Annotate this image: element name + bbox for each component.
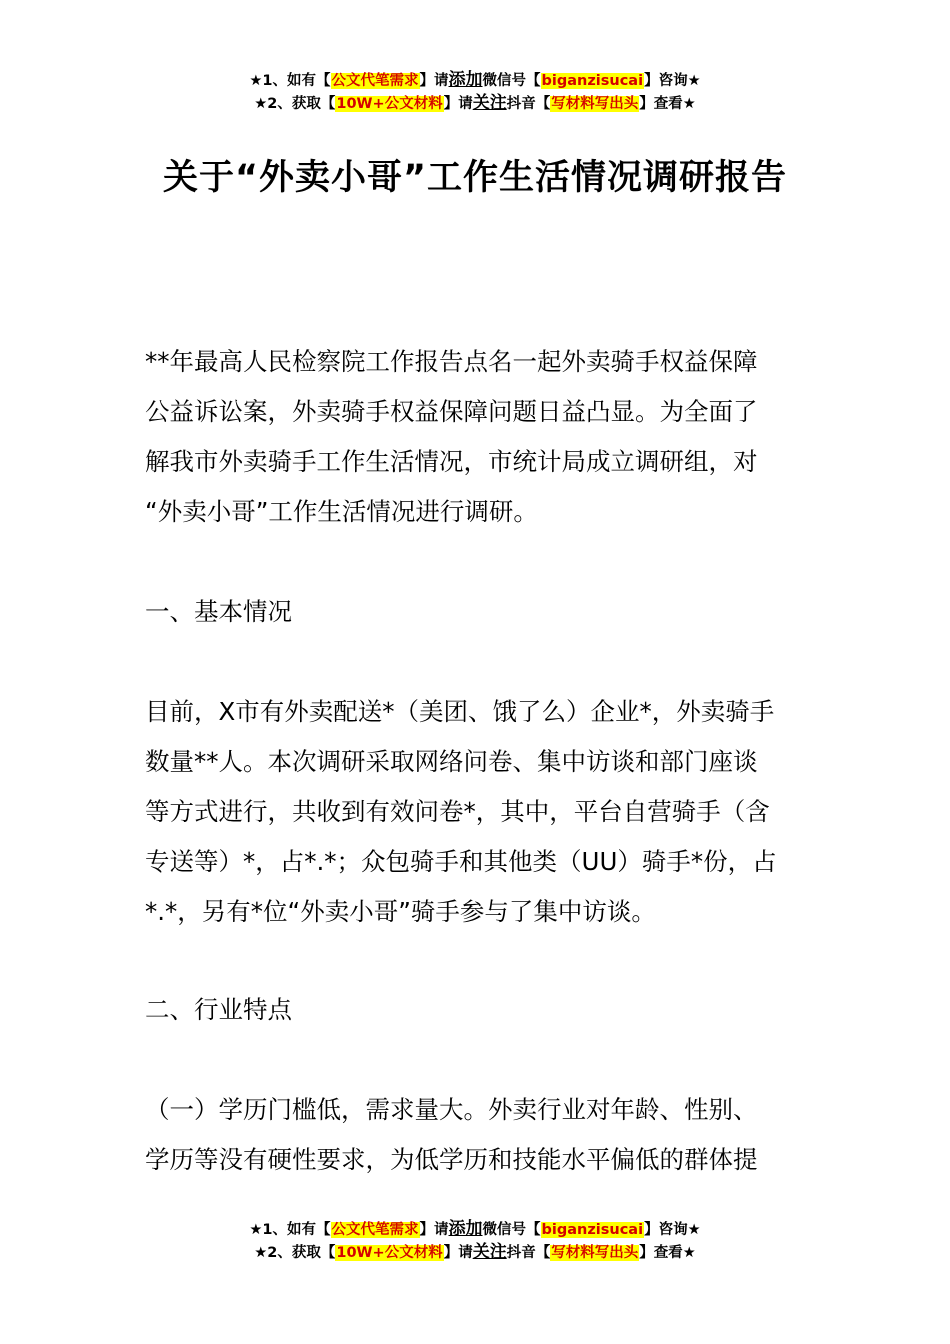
banner-line-2	[0, 92, 950, 115]
banner-text: 】咨询★	[644, 1222, 701, 1238]
banner-text: 】咨询★	[644, 73, 701, 89]
section-heading-basic: 一、基本情况	[145, 597, 292, 626]
paragraph-line: “外卖小哥”工作生活情况进行调研。	[145, 497, 538, 526]
paragraph-line: 专送等）*，占*.*；众包骑手和其他类（UU）骑手*份，占	[145, 847, 777, 876]
banner-line-1	[0, 1218, 950, 1241]
banner-highlight: biganzisucai	[541, 1222, 644, 1238]
banner-emphasis: 关注	[472, 1242, 507, 1262]
banner-text: 】请	[419, 73, 449, 89]
banner-highlight: 写材料写出头	[551, 96, 639, 112]
banner-highlight: 公文代笔需求	[331, 73, 419, 89]
footer-banner	[0, 1218, 950, 1264]
banner-text: 】请	[419, 1222, 449, 1238]
banner-text: 微信号【	[482, 73, 541, 89]
banner-text: ★2、获取【	[254, 1245, 336, 1261]
banner-text: 】请	[443, 1245, 473, 1261]
paragraph-line: 等方式进行，共收到有效问卷*，其中，平台自营骑手（含	[145, 797, 770, 826]
page-title: 关于“外卖小哥”工作生活情况调研报告	[162, 158, 787, 198]
section2-paragraph	[145, 1085, 810, 1185]
paragraph-line: **年最高人民检察院工作报告点名一起外卖骑手权益保障	[145, 347, 758, 376]
banner-highlight: biganzisucai	[541, 73, 644, 89]
banner-text: 】请	[443, 96, 473, 112]
paragraph-line: （一）学历门槛低，需求量大。外卖行业对年龄、性别、	[145, 1095, 758, 1124]
banner-emphasis: 添加	[448, 70, 483, 90]
banner-line-2	[0, 1241, 950, 1264]
banner-text: 抖音【	[506, 1245, 551, 1261]
banner-highlight: 写材料写出头	[551, 1245, 639, 1261]
intro-paragraph	[145, 337, 810, 537]
paragraph-line: 解我市外卖骑手工作生活情况，市统计局成立调研组，对	[145, 447, 758, 476]
banner-text: 】查看★	[639, 96, 696, 112]
header-banner	[0, 69, 950, 115]
banner-text: 抖音【	[506, 96, 551, 112]
section1-paragraph	[145, 687, 810, 937]
banner-text: ★2、获取【	[254, 96, 336, 112]
banner-line-1	[0, 69, 950, 92]
banner-text: 】查看★	[639, 1245, 696, 1261]
paragraph-line: 学历等没有硬性要求，为低学历和技能水平偏低的群体提	[145, 1145, 758, 1174]
banner-highlight: 公文代笔需求	[331, 1222, 419, 1238]
banner-text: 微信号【	[482, 1222, 541, 1238]
banner-highlight: 10W+公文材料	[336, 96, 443, 112]
banner-highlight: 10W+公文材料	[336, 1245, 443, 1261]
banner-text: ★1、如有【	[249, 73, 331, 89]
section-heading-industry: 二、行业特点	[145, 995, 292, 1024]
paragraph-line: *.*，另有*位“外卖小哥”骑手参与了集中访谈。	[145, 897, 656, 926]
paragraph-line: 数量**人。本次调研采取网络问卷、集中访谈和部门座谈	[145, 747, 758, 776]
banner-emphasis: 关注	[472, 93, 507, 113]
paragraph-line: 公益诉讼案，外卖骑手权益保障问题日益凸显。为全面了	[145, 397, 758, 426]
paragraph-line: 目前，X市有外卖配送*（美团、饿了么）企业*，外卖骑手	[145, 697, 775, 726]
banner-emphasis: 添加	[448, 1219, 483, 1239]
banner-text: ★1、如有【	[249, 1222, 331, 1238]
